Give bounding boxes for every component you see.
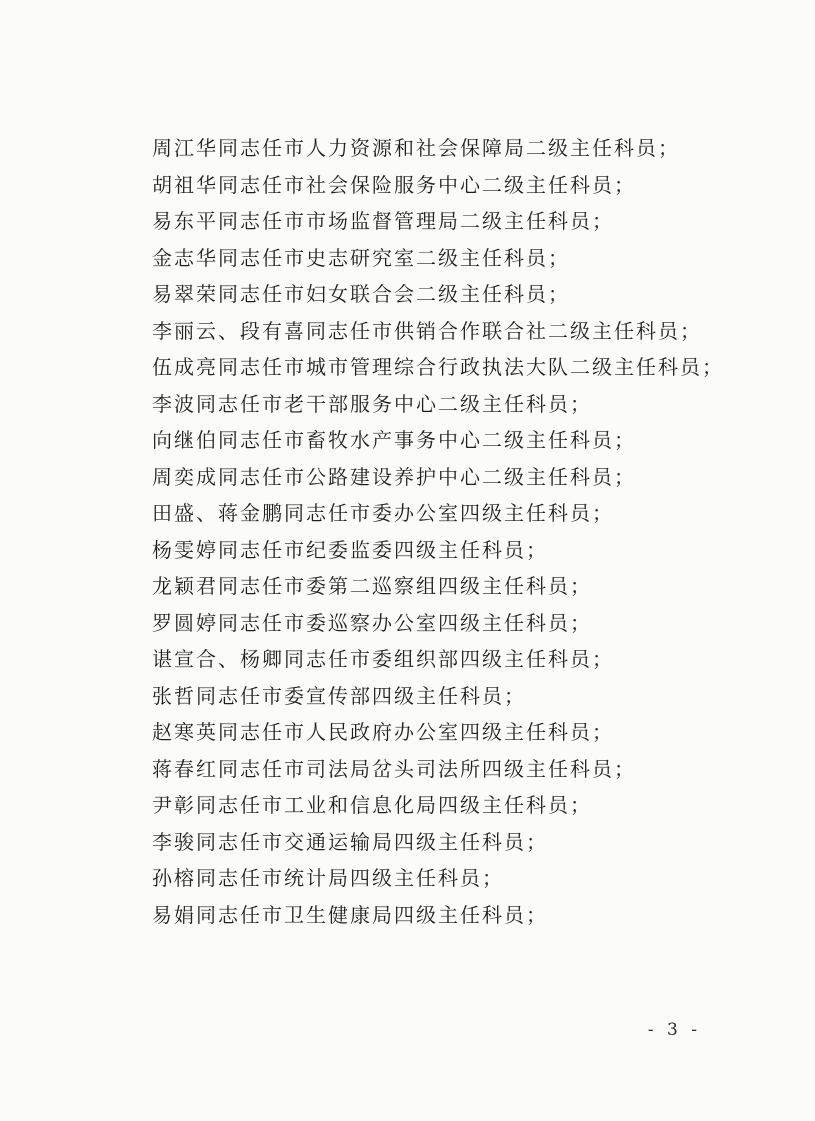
appointment-line: 蒋春红同志任市司法局岔头司法所四级主任科员； [152,756,636,781]
appointment-line: 金志华同志任市史志研究室二级主任科员； [152,245,570,270]
appointment-line: 尹彰同志任市工业和信息化局四级主任科员； [152,793,592,817]
appointment-line: 周江华同志任市人力资源和社会保障局二级主任科员； [152,136,680,160]
appointment-line: 伍成亮同志任市城市管理综合行政执法大队二级主任科员； [152,355,724,379]
appointment-line: 谌宣合、杨卿同志任市委组织部四级主任科员； [152,647,614,671]
appointment-line: 孙榕同志任市统计局四级主任科员； [152,866,504,890]
appointment-line: 龙颖君同志任市委第二巡察组四级主任科员； [152,574,592,598]
appointment-line: 易翠荣同志任市妇女联合会二级主任科员； [152,282,570,306]
page-number: - 3 - [647,1020,701,1040]
appointment-line: 向继伯同志任市畜牧水产事务中心二级主任科员； [152,428,636,452]
appointment-list [152,130,732,933]
appointment-line: 周奕成同志任市公路建设养护中心二级主任科员； [152,464,636,489]
appointment-line: 田盛、蒋金鹏同志任市委办公室四级主任科员； [152,501,614,525]
appointment-line: 张哲同志任市委宣传部四级主任科员； [152,683,526,708]
appointment-line: 李骏同志任市交通运输局四级主任科员； [152,829,548,854]
appointment-line: 胡祖华同志任市社会保险服务中心二级主任科员； [152,172,636,197]
appointment-line: 李丽云、段有喜同志任市供销合作联合社二级主任科员； [152,318,702,343]
appointment-line: 易娟同志任市卫生健康局四级主任科员； [152,902,548,927]
appointment-line: 杨雯婷同志任市纪委监委四级主任科员； [152,537,548,562]
appointment-line: 罗圆婷同志任市委巡察办公室四级主任科员； [152,610,592,635]
appointment-line: 赵寒英同志任市人民政府办公室四级主任科员； [152,720,614,744]
appointment-line: 易东平同志任市市场监督管理局二级主任科员； [152,209,614,233]
appointment-line: 李波同志任市老干部服务中心二级主任科员； [152,391,592,416]
